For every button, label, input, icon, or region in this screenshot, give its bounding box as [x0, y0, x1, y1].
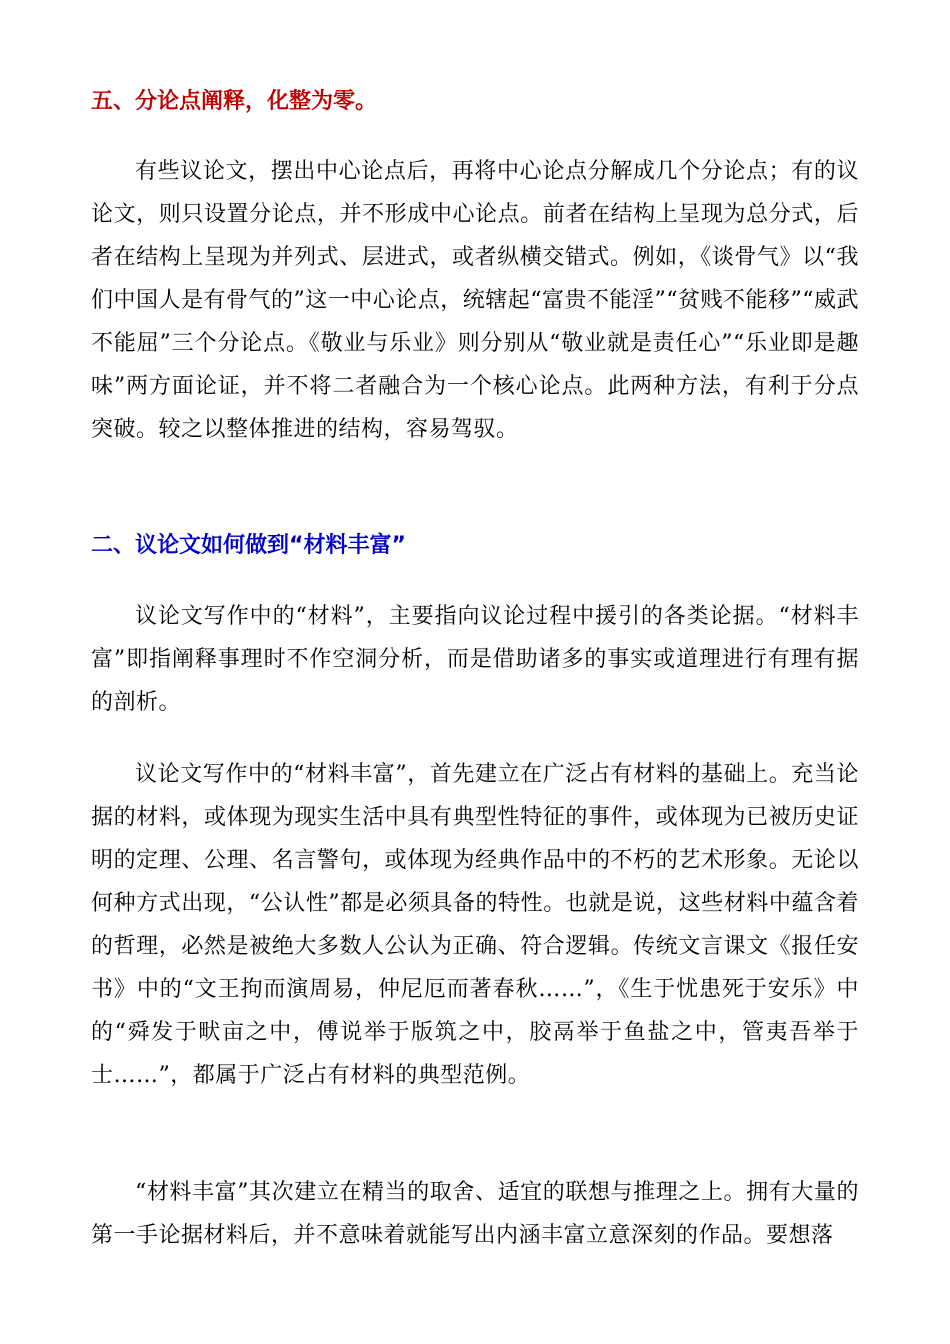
section-heading-five: 五、分论点阐释，化整为零。: [91, 89, 378, 114]
paragraph-sub-arguments: 有些议论文，摆出中心论点后，再将中心论点分解成几个分论点；有的议论文，则只设置分论点，并不形成中心论点。前者在结构上呈现为总分式，后者在结构上呈现为并列式、层进式，或者纵横交错式。例如，《谈骨气》以“我们中国人是有骨气的”这一中心论点，统辖起“富贵不能淫”“贫贱不能移”“威武不能屈”三个分论点。《敬业与乐业》则分别从“敬业就是责任心”“乐业即是趣味”两方面论证，并不将二者融合为一个核心论点。此两种方法，有利于分点突破。较之以整体推进的结构，容易驾驭。: [91, 159, 859, 442]
paragraph-material-definition: 议论文写作中的“材料”，主要指向议论过程中援引的各类论据。“材料丰富”即指阐释事理时不作空洞分析，而是借助诸多的事实或道理进行有理有据的剖析。: [91, 604, 859, 715]
paragraph-material-collection: 议论文写作中的“材料丰富”，首先建立在广泛占有材料的基础上。充当论据的材料，或体现为现实生活中具有典型性特征的事件，或体现为已被历史证明的定理、公理、名言警句，或体现为经典作品中的不朽的艺术形象。无论以何种方式出现，“公认性”都是必须具备的特性。也就是说，这些材料中蕴含着的哲理，必然是被绝大多数人公认为正确、符合逻辑。传统文言课文《报任安书》中的“文王拘而演周易，仲尼厄而著春秋……”，《生于忧患死于安乐》中的“舜发于畎亩之中，傅说举于版筑之中，胶鬲举于鱼盐之中，管夷吾举于士……”，都属于广泛占有材料的典型范例。: [91, 762, 859, 1088]
paragraph-material-selection: “材料丰富”其次建立在精当的取舍、适宜的联想与推理之上。拥有大量的第一手论据材料后，并不意味着就能写出内涵丰富立意深刻的作品。要想落: [91, 1180, 859, 1248]
section-heading-two: 二、议论文如何做到“材料丰富”: [91, 533, 406, 558]
